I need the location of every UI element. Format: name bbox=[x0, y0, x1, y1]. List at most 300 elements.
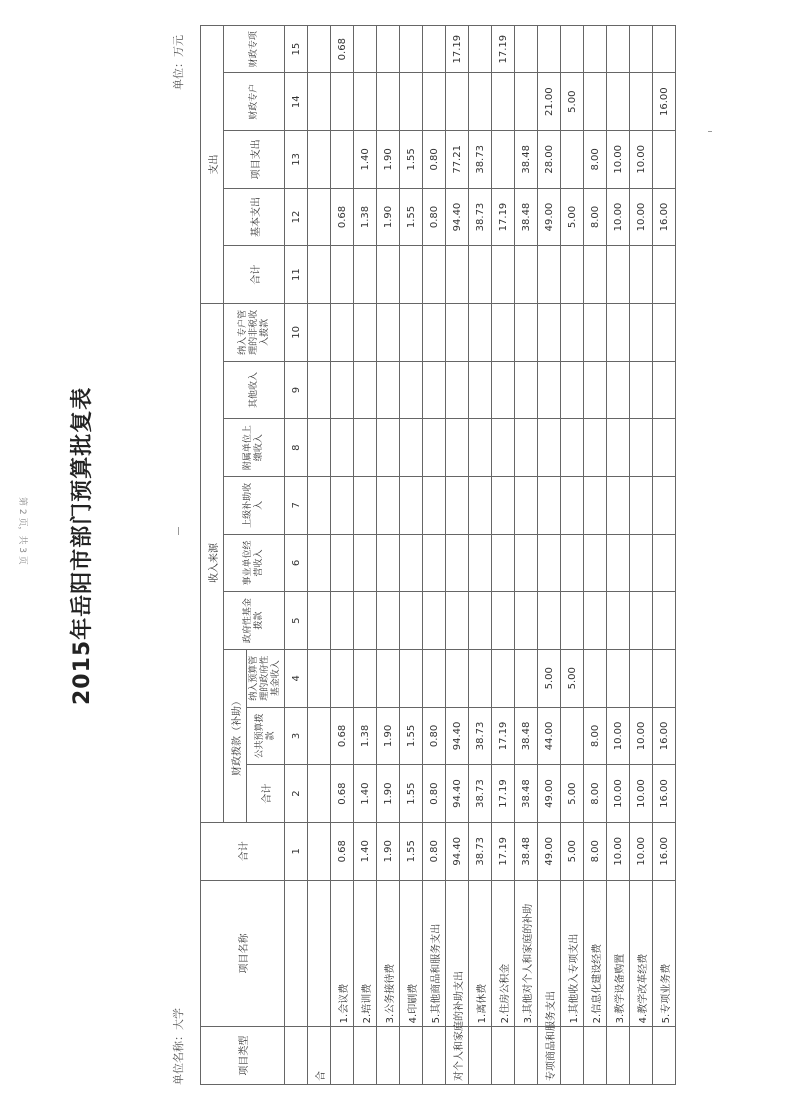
cell-c2: 94.40 bbox=[446, 765, 469, 823]
cell-name: 1.会议费 bbox=[331, 880, 354, 1027]
empty-cell bbox=[630, 476, 653, 534]
empty-cell bbox=[515, 303, 538, 361]
cell-total: 0.80 bbox=[423, 822, 446, 880]
cell-e14 bbox=[446, 73, 469, 131]
cell-e14 bbox=[308, 73, 331, 131]
cell-c3: 10.00 bbox=[607, 707, 630, 765]
cell-e12: 1.90 bbox=[377, 188, 400, 246]
cell-e13 bbox=[653, 131, 676, 189]
col-number: 2 bbox=[285, 765, 308, 823]
empty-cell bbox=[446, 592, 469, 650]
empty-cell bbox=[653, 361, 676, 419]
empty-cell bbox=[561, 246, 584, 304]
cell-e13 bbox=[492, 131, 515, 189]
empty-cell bbox=[446, 419, 469, 477]
empty-cell bbox=[561, 592, 584, 650]
cell-c2 bbox=[308, 765, 331, 823]
empty-cell bbox=[469, 534, 492, 592]
empty-cell bbox=[515, 361, 538, 419]
table-row bbox=[469, 26, 492, 1085]
empty-cell bbox=[354, 592, 377, 650]
cell-name: 5.其他商品和服务支出 bbox=[423, 880, 446, 1027]
cell-e13: 10.00 bbox=[630, 131, 653, 189]
empty-cell bbox=[515, 419, 538, 477]
empty-cell bbox=[308, 534, 331, 592]
cell-code bbox=[561, 1027, 584, 1085]
cell-e14 bbox=[377, 73, 400, 131]
empty-cell bbox=[377, 592, 400, 650]
cell-e15 bbox=[469, 26, 492, 73]
cell-c2: 1.90 bbox=[377, 765, 400, 823]
empty-cell bbox=[423, 592, 446, 650]
empty-cell bbox=[607, 419, 630, 477]
cell-e12 bbox=[308, 188, 331, 246]
empty-cell bbox=[584, 246, 607, 304]
cell-e13: 10.00 bbox=[607, 131, 630, 189]
empty-cell bbox=[377, 246, 400, 304]
col-number: 10 bbox=[285, 303, 308, 361]
table-row bbox=[377, 26, 400, 1085]
cell-code bbox=[515, 1027, 538, 1085]
cell-c4 bbox=[630, 649, 653, 707]
empty-cell bbox=[630, 419, 653, 477]
cell-name: 1.其他收入专项支出 bbox=[561, 880, 584, 1027]
cell-code bbox=[653, 1027, 676, 1085]
cell-e12: 5.00 bbox=[561, 188, 584, 246]
cell-e12: 17.19 bbox=[492, 188, 515, 246]
cell-e13: 28.00 bbox=[538, 131, 561, 189]
cell-e14 bbox=[469, 73, 492, 131]
cell-c3: 17.19 bbox=[492, 707, 515, 765]
empty-cell bbox=[492, 246, 515, 304]
empty-cell bbox=[584, 361, 607, 419]
table-row bbox=[561, 26, 584, 1085]
cell-e13: 38.73 bbox=[469, 131, 492, 189]
empty-cell bbox=[400, 303, 423, 361]
cell-c3: 0.68 bbox=[331, 707, 354, 765]
empty-cell bbox=[561, 476, 584, 534]
col-number: 5 bbox=[285, 592, 308, 650]
empty-cell bbox=[653, 476, 676, 534]
cell-c4 bbox=[492, 649, 515, 707]
col-number: 7 bbox=[285, 476, 308, 534]
cell-c4 bbox=[377, 649, 400, 707]
cell-e14 bbox=[423, 73, 446, 131]
empty-cell bbox=[423, 419, 446, 477]
empty-cell bbox=[630, 361, 653, 419]
cell-e12: 38.48 bbox=[515, 188, 538, 246]
cell-name: 5.专项业务费 bbox=[653, 880, 676, 1027]
empty-cell bbox=[469, 361, 492, 419]
cell-e15 bbox=[515, 26, 538, 73]
header-code: 项目类型 bbox=[201, 1027, 285, 1085]
cell-total: 5.00 bbox=[561, 822, 584, 880]
cell-total: 10.00 bbox=[607, 822, 630, 880]
cell-total: 38.48 bbox=[515, 822, 538, 880]
empty-cell bbox=[331, 592, 354, 650]
empty-cell bbox=[423, 361, 446, 419]
cell-c4 bbox=[515, 649, 538, 707]
cell-e14: 16.00 bbox=[653, 73, 676, 131]
empty-cell bbox=[584, 592, 607, 650]
empty-cell bbox=[607, 303, 630, 361]
cell-total: 1.55 bbox=[400, 822, 423, 880]
cell-c4: 5.00 bbox=[538, 649, 561, 707]
empty-cell bbox=[308, 361, 331, 419]
cell-e13 bbox=[331, 131, 354, 189]
header-fiscal-special: 政府性基金拨款 bbox=[224, 592, 285, 650]
cell-e15 bbox=[308, 26, 331, 73]
empty-cell bbox=[400, 361, 423, 419]
cell-e15 bbox=[354, 26, 377, 73]
table-row bbox=[584, 26, 607, 1085]
cell-c4 bbox=[446, 649, 469, 707]
cell-e14: 21.00 bbox=[538, 73, 561, 131]
page-footer: 第 2 页，共 3 页 bbox=[17, 497, 27, 565]
empty-cell bbox=[584, 534, 607, 592]
empty-cell bbox=[515, 534, 538, 592]
empty-cell bbox=[308, 246, 331, 304]
cell-code: 专项商品和服务支出 bbox=[538, 1027, 561, 1085]
cell-e14 bbox=[515, 73, 538, 131]
cell-code bbox=[630, 1027, 653, 1085]
table-row bbox=[607, 26, 630, 1085]
cell-c2: 38.48 bbox=[515, 765, 538, 823]
empty-cell bbox=[400, 419, 423, 477]
empty-cell bbox=[561, 361, 584, 419]
empty-cell bbox=[400, 592, 423, 650]
cell-e13: 1.90 bbox=[377, 131, 400, 189]
col-number: 3 bbox=[285, 707, 308, 765]
header-fin-other: 纳入专户管理的非税收入拨款 bbox=[224, 303, 285, 361]
cell-e13: 1.40 bbox=[354, 131, 377, 189]
header-total: 合计 bbox=[201, 822, 285, 880]
table-row bbox=[354, 26, 377, 1085]
empty-cell bbox=[400, 476, 423, 534]
empty-cell bbox=[469, 303, 492, 361]
cell-e15 bbox=[584, 26, 607, 73]
empty-cell bbox=[492, 303, 515, 361]
cell-e14 bbox=[584, 73, 607, 131]
table-row bbox=[492, 26, 515, 1085]
unit-right: 单位：万元 bbox=[172, 35, 185, 90]
table-row bbox=[653, 26, 676, 1085]
empty-cell bbox=[584, 476, 607, 534]
header-fin-sub: 合计 bbox=[247, 765, 285, 823]
cell-c3 bbox=[308, 707, 331, 765]
cell-code bbox=[492, 1027, 515, 1085]
empty-cell bbox=[469, 246, 492, 304]
cell-e12: 10.00 bbox=[607, 188, 630, 246]
header-exp-sub: 合计 bbox=[224, 246, 285, 304]
cell-c2: 16.00 bbox=[653, 765, 676, 823]
cell-name: 2.培训费 bbox=[354, 880, 377, 1027]
cell-c3: 38.73 bbox=[469, 707, 492, 765]
empty-cell bbox=[446, 476, 469, 534]
cell-e12: 0.80 bbox=[423, 188, 446, 246]
empty-cell bbox=[308, 303, 331, 361]
cell-c4 bbox=[607, 649, 630, 707]
empty-cell bbox=[354, 419, 377, 477]
empty-cell bbox=[515, 592, 538, 650]
cell-c4 bbox=[423, 649, 446, 707]
cell-c2: 0.68 bbox=[331, 765, 354, 823]
header-name: 项目名称 bbox=[201, 880, 285, 1027]
cell-e15 bbox=[400, 26, 423, 73]
cell-e13 bbox=[561, 131, 584, 189]
cell-c3: 0.80 bbox=[423, 707, 446, 765]
cell-name bbox=[308, 880, 331, 1027]
empty-cell bbox=[515, 476, 538, 534]
cell-c4 bbox=[308, 649, 331, 707]
empty-cell bbox=[538, 476, 561, 534]
cell-name: 3.其他对个人和家庭的补助 bbox=[515, 880, 538, 1027]
cell-c2: 38.73 bbox=[469, 765, 492, 823]
empty-cell bbox=[354, 534, 377, 592]
cell-code bbox=[354, 1027, 377, 1085]
cell-code: 对个人和家庭的补助支出 bbox=[446, 1027, 469, 1085]
cell-e12: 1.38 bbox=[354, 188, 377, 246]
empty-cell bbox=[377, 534, 400, 592]
empty-cell bbox=[400, 534, 423, 592]
empty-cell bbox=[538, 592, 561, 650]
cell-c3 bbox=[561, 707, 584, 765]
cell-e13: 77.21 bbox=[446, 131, 469, 189]
cell-e15 bbox=[423, 26, 446, 73]
table-body bbox=[308, 26, 676, 1085]
empty-cell bbox=[492, 534, 515, 592]
cell-total: 1.40 bbox=[354, 822, 377, 880]
empty-cell bbox=[331, 534, 354, 592]
empty-cell bbox=[331, 361, 354, 419]
cell-total: 49.00 bbox=[538, 822, 561, 880]
cell-c3: 1.55 bbox=[400, 707, 423, 765]
cell-total: 8.00 bbox=[584, 822, 607, 880]
cell-total: 16.00 bbox=[653, 822, 676, 880]
cell-e12: 16.00 bbox=[653, 188, 676, 246]
empty-cell bbox=[607, 361, 630, 419]
empty-cell bbox=[653, 534, 676, 592]
empty-cell bbox=[653, 246, 676, 304]
header-exp-capital: 财政专户 bbox=[224, 73, 285, 131]
rotated-page bbox=[70, 25, 810, 1085]
cell-e14 bbox=[607, 73, 630, 131]
cell-c2: 10.00 bbox=[607, 765, 630, 823]
empty-cell bbox=[469, 419, 492, 477]
empty-cell bbox=[400, 246, 423, 304]
empty-cell bbox=[469, 476, 492, 534]
empty-cell bbox=[423, 303, 446, 361]
cell-code bbox=[400, 1027, 423, 1085]
cell-e15 bbox=[538, 26, 561, 73]
col-number: 11 bbox=[285, 246, 308, 304]
empty-cell bbox=[630, 303, 653, 361]
empty-cell bbox=[446, 303, 469, 361]
empty-cell bbox=[469, 592, 492, 650]
col-number: 4 bbox=[285, 649, 308, 707]
empty-cell bbox=[538, 419, 561, 477]
cell-e13: 8.00 bbox=[584, 131, 607, 189]
cell-code bbox=[331, 1027, 354, 1085]
empty-cell bbox=[377, 419, 400, 477]
empty-cell bbox=[331, 246, 354, 304]
empty-cell bbox=[308, 419, 331, 477]
empty-cell bbox=[446, 534, 469, 592]
table-row bbox=[400, 26, 423, 1085]
cell-e13: 38.48 bbox=[515, 131, 538, 189]
cell-e15: 17.19 bbox=[492, 26, 515, 73]
col-number: 13 bbox=[285, 131, 308, 189]
empty-cell bbox=[653, 592, 676, 650]
column-number-row bbox=[285, 26, 308, 1085]
header-other: 其他收入 bbox=[224, 361, 285, 419]
empty-cell bbox=[607, 534, 630, 592]
table-row bbox=[515, 26, 538, 1085]
empty-cell bbox=[423, 476, 446, 534]
cell-c3: 10.00 bbox=[630, 707, 653, 765]
empty-cell bbox=[492, 419, 515, 477]
cell-code bbox=[377, 1027, 400, 1085]
budget-table bbox=[200, 25, 676, 1085]
cell-e13 bbox=[308, 131, 331, 189]
cell-e12: 8.00 bbox=[584, 188, 607, 246]
table-row bbox=[538, 26, 561, 1085]
cell-code bbox=[423, 1027, 446, 1085]
cell-name: 4.教学改革经费 bbox=[630, 880, 653, 1027]
cell-name: 3.教学设备购置 bbox=[607, 880, 630, 1027]
empty-cell bbox=[377, 303, 400, 361]
cell-total: 94.40 bbox=[446, 822, 469, 880]
empty-cell bbox=[492, 592, 515, 650]
page-title: 2015年岳阳市部门预算批复表 bbox=[70, 386, 95, 705]
empty-cell bbox=[377, 361, 400, 419]
col-number: 6 bbox=[285, 534, 308, 592]
empty-cell bbox=[308, 476, 331, 534]
cell-e14 bbox=[400, 73, 423, 131]
cell-e13: 0.80 bbox=[423, 131, 446, 189]
empty-cell bbox=[492, 361, 515, 419]
cell-e15 bbox=[653, 26, 676, 73]
cell-code bbox=[607, 1027, 630, 1085]
empty-cell bbox=[331, 303, 354, 361]
col-number: 8 bbox=[285, 419, 308, 477]
table-row bbox=[446, 26, 469, 1085]
empty-cell bbox=[308, 592, 331, 650]
cell-e12: 38.73 bbox=[469, 188, 492, 246]
cell-total: 10.00 bbox=[630, 822, 653, 880]
cell-name: 3.公务接待费 bbox=[377, 880, 400, 1027]
empty-cell bbox=[630, 246, 653, 304]
header-exp-other: 财政专项 bbox=[224, 26, 285, 73]
empty-cell bbox=[538, 534, 561, 592]
unit-label: 单位名称：大学 bbox=[172, 1008, 185, 1085]
empty-cell bbox=[538, 361, 561, 419]
cell-e12: 49.00 bbox=[538, 188, 561, 246]
empty-cell bbox=[607, 476, 630, 534]
cell-c4 bbox=[331, 649, 354, 707]
cell-e15 bbox=[630, 26, 653, 73]
empty-cell bbox=[538, 246, 561, 304]
empty-cell bbox=[630, 534, 653, 592]
header-affiliated: 附属单位上缴收入 bbox=[224, 419, 285, 477]
cell-e14 bbox=[630, 73, 653, 131]
cell-e12: 1.55 bbox=[400, 188, 423, 246]
cell-c4 bbox=[584, 649, 607, 707]
empty-cell bbox=[538, 303, 561, 361]
cell-code: 合 bbox=[308, 1027, 331, 1085]
cell-e12: 0.68 bbox=[331, 188, 354, 246]
empty-cell bbox=[515, 246, 538, 304]
header-fin-public: 公共预算拨款 bbox=[247, 707, 285, 765]
cell-c4 bbox=[354, 649, 377, 707]
empty-cell bbox=[584, 419, 607, 477]
cell-c3: 1.90 bbox=[377, 707, 400, 765]
cell-total: 38.73 bbox=[469, 822, 492, 880]
cell-e14: 5.00 bbox=[561, 73, 584, 131]
cell-c3: 8.00 bbox=[584, 707, 607, 765]
cell-total: 17.19 bbox=[492, 822, 515, 880]
cell-c3: 94.40 bbox=[446, 707, 469, 765]
col-number: 15 bbox=[285, 26, 308, 73]
cell-total: 1.90 bbox=[377, 822, 400, 880]
empty-cell bbox=[584, 303, 607, 361]
cell-c3: 16.00 bbox=[653, 707, 676, 765]
cell-code bbox=[584, 1027, 607, 1085]
cell-e15 bbox=[377, 26, 400, 73]
empty-cell bbox=[331, 476, 354, 534]
cell-c2: 0.80 bbox=[423, 765, 446, 823]
empty-cell bbox=[354, 361, 377, 419]
cell-e15 bbox=[607, 26, 630, 73]
cell-e15 bbox=[561, 26, 584, 73]
cell-c2: 49.00 bbox=[538, 765, 561, 823]
cell-name: 4.印刷费 bbox=[400, 880, 423, 1027]
col-number: 1 bbox=[285, 822, 308, 880]
cell-c3: 44.00 bbox=[538, 707, 561, 765]
table-row bbox=[423, 26, 446, 1085]
cell-c3: 1.38 bbox=[354, 707, 377, 765]
cell-c4 bbox=[653, 649, 676, 707]
header-exp-basic: 基本支出 bbox=[224, 188, 285, 246]
cell-c3: 38.48 bbox=[515, 707, 538, 765]
header-income-group: 收入来源 bbox=[201, 303, 224, 822]
empty-cell bbox=[607, 592, 630, 650]
cell-code bbox=[469, 1027, 492, 1085]
col-number bbox=[285, 1027, 308, 1085]
cell-e14 bbox=[354, 73, 377, 131]
cell-c2: 8.00 bbox=[584, 765, 607, 823]
cell-e15: 17.19 bbox=[446, 26, 469, 73]
col-number: 12 bbox=[285, 188, 308, 246]
header-exp-project: 项目支出 bbox=[224, 131, 285, 189]
empty-cell bbox=[354, 303, 377, 361]
empty-cell bbox=[607, 246, 630, 304]
table-row bbox=[630, 26, 653, 1085]
empty-cell bbox=[354, 246, 377, 304]
cell-c2: 10.00 bbox=[630, 765, 653, 823]
empty-cell bbox=[653, 303, 676, 361]
cell-c2: 1.55 bbox=[400, 765, 423, 823]
cell-e12: 10.00 bbox=[630, 188, 653, 246]
col-number bbox=[285, 880, 308, 1027]
table-row bbox=[308, 26, 331, 1085]
cell-e15: 0.68 bbox=[331, 26, 354, 73]
scan-mark bbox=[708, 131, 712, 132]
cell-total bbox=[308, 822, 331, 880]
cell-c2: 5.00 bbox=[561, 765, 584, 823]
empty-cell bbox=[354, 476, 377, 534]
cell-c2: 1.40 bbox=[354, 765, 377, 823]
